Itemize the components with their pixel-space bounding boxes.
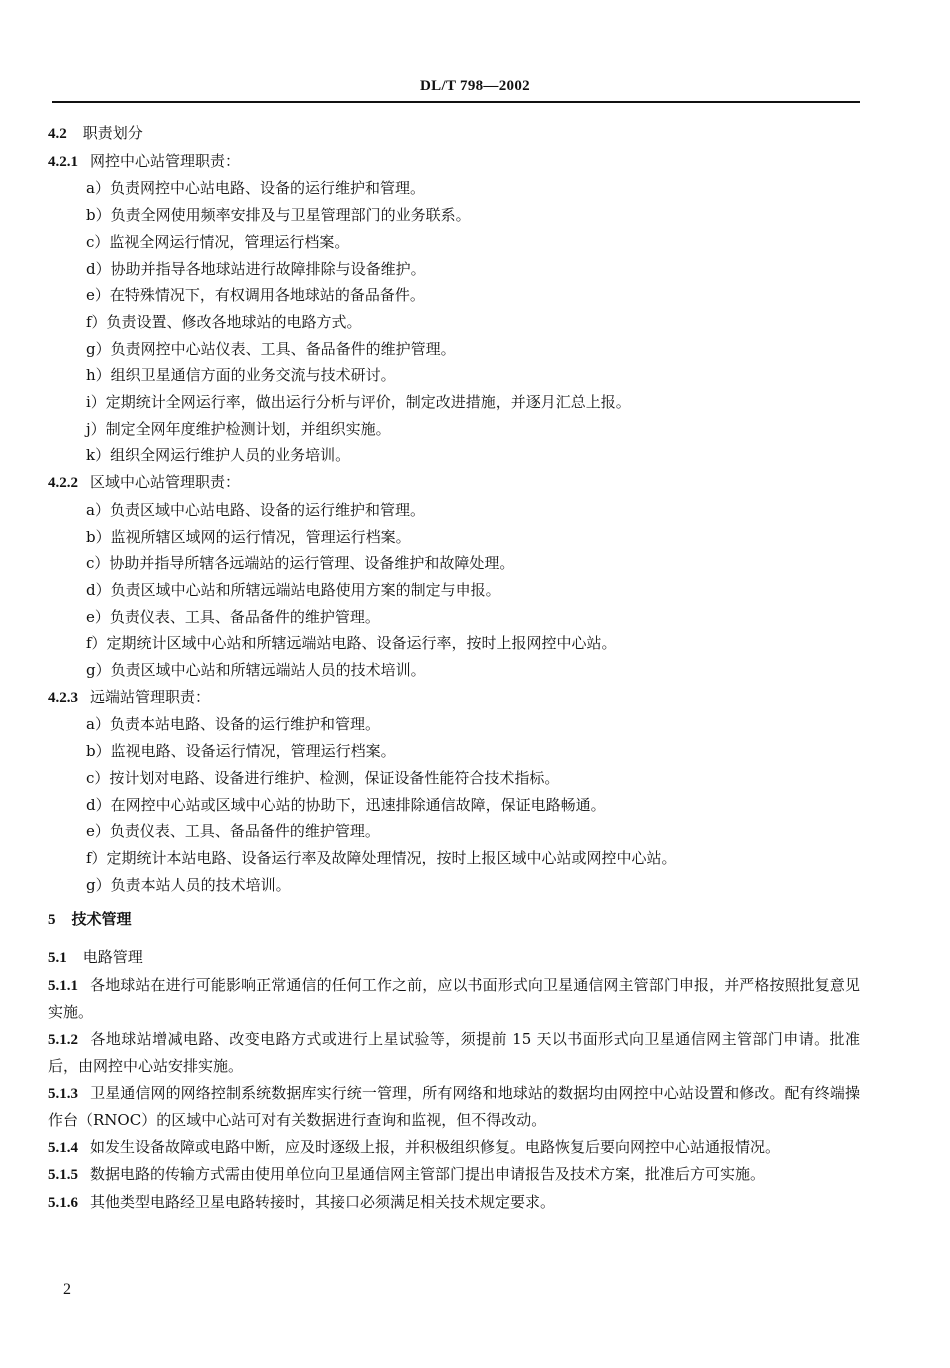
list-item: b）监视所辖区域网的运行情况，管理运行档案。 — [86, 527, 411, 546]
list-item: b）负责全网使用频率安排及与卫星管理部门的业务联系。 — [86, 206, 471, 225]
section-4-2-2-heading — [48, 469, 860, 497]
section-4-2-heading — [48, 120, 860, 148]
list-item: e）负责仪表、工具、备品备件的维护管理。 — [86, 822, 380, 841]
section-4-2-1-heading — [48, 148, 860, 176]
list-item: e）在特殊情况下，有权调用各地球站的备品备件。 — [86, 286, 425, 305]
clause-paragraph — [48, 1189, 860, 1217]
section-title: 电路管理 — [82, 948, 143, 967]
page-number: 2 — [63, 1281, 71, 1298]
clause-text: 如发生设备故障或电路中断，应及时逐级上报，并积极组织修复。电路恢复后要向网控中心站通报情况。 — [90, 1137, 781, 1156]
list-item: a）负责本站电路、设备的运行维护和管理。 — [86, 715, 380, 734]
header-rule — [52, 101, 860, 103]
list-item: f）负责设置、修改各地球站的电路方式。 — [86, 312, 362, 331]
clause-paragraph — [48, 1134, 860, 1162]
clause-number: 5.1.4 — [48, 1139, 78, 1156]
section-title: 职责划分 — [82, 124, 143, 142]
clause-number: 5.1.5 — [48, 1167, 78, 1184]
list-4-2-3 — [48, 711, 860, 898]
section-title: 远端站管理职责： — [90, 687, 211, 706]
list-item: c）协助并指导所辖各远端站的运行管理、设备维护和故障处理。 — [86, 554, 515, 573]
list-item: g）负责区域中心站和所辖远端站人员的技术培训。 — [86, 661, 426, 680]
clause-text: 各地球站在进行可能影响正常通信的任何工作之前，应以书面形式向卫星通信网主管部门申报，并严格按照批复意见实施。 — [48, 975, 860, 1022]
list-item: g）负责本站人员的技术培训。 — [86, 875, 291, 894]
clause-text: 数据电路的传输方式需由使用单位向卫星通信网主管部门提出申请报告及技术方案，批准后方可实施。 — [90, 1165, 766, 1184]
clause-number: 5.1.2 — [48, 1031, 78, 1048]
section-title: 区域中心站管理职责： — [90, 473, 241, 492]
clause-number: 5.1.3 — [48, 1085, 78, 1102]
list-item: d）在网控中心站或区域中心站的协助下，迅速排除通信故障，保证电路畅通。 — [86, 795, 606, 814]
list-item: f）定期统计区域中心站和所辖远端站电路、设备运行率，按时上报网控中心站。 — [86, 634, 617, 653]
section-number: 5.1 — [48, 950, 67, 967]
section-5-1-heading — [48, 944, 860, 972]
section-number: 4.2 — [48, 126, 67, 142]
document-body — [48, 120, 860, 1216]
list-item: c）按计划对电路、设备进行维护、检测，保证设备性能符合技术指标。 — [86, 768, 560, 787]
clause-text: 卫星通信网的网络控制系统数据库实行统一管理，所有网络和地球站的数据均由网控中心站设置和修改。配有终端操作台（RNOC）的区域中心站可对有关数据进行查询和监视，但不得改动。 — [48, 1083, 860, 1130]
standard-code-header: DL/T 798—2002 — [420, 78, 530, 94]
section-number: 4.2.3 — [48, 689, 78, 706]
list-item: e）负责仪表、工具、备品备件的维护管理。 — [86, 607, 380, 626]
list-item: h）组织卫星通信方面的业务交流与技术研讨。 — [86, 366, 396, 385]
list-item: b）监视电路、设备运行情况，管理运行档案。 — [86, 742, 396, 761]
section-number: 5 — [48, 912, 56, 929]
list-4-2-2 — [48, 497, 860, 684]
section-4-2-3-heading — [48, 684, 860, 712]
clause-paragraph — [48, 1080, 860, 1134]
clause-text: 其他类型电路经卫星电路转接时，其接口必须满足相关技术规定要求。 — [90, 1192, 556, 1211]
list-item: d）协助并指导各地球站进行故障排除与设备维护。 — [86, 259, 426, 278]
list-4-2-1 — [48, 175, 860, 469]
clause-paragraph — [48, 1161, 860, 1189]
list-item: f）定期统计本站电路、设备运行率及故障处理情况，按时上报区域中心站或网控中心站。 — [86, 848, 677, 867]
section-title: 网控中心站管理职责： — [90, 151, 241, 170]
clause-paragraph — [48, 1026, 860, 1080]
list-item: g）负责网控中心站仪表、工具、备品备件的维护管理。 — [86, 339, 456, 358]
list-item: d）负责区域中心站和所辖远端站电路使用方案的制定与申报。 — [86, 580, 501, 599]
clause-paragraph — [48, 972, 860, 1026]
list-item: a）负责网控中心站电路、设备的运行维护和管理。 — [86, 179, 425, 198]
section-number: 4.2.2 — [48, 475, 78, 492]
clause-number: 5.1.6 — [48, 1194, 78, 1211]
list-item: k）组织全网运行维护人员的业务培训。 — [86, 446, 351, 465]
clause-text: 各地球站增减电路、改变电路方式或进行上星试验等，须提前 15 天以书面形式向卫星通信网主管部门申请。批准后，由网控中心站安排实施。 — [48, 1029, 860, 1076]
clause-number: 5.1.1 — [48, 977, 78, 994]
section-title: 技术管理 — [71, 910, 132, 929]
section-number: 4.2.1 — [48, 153, 78, 170]
list-item: c）监视全网运行情况，管理运行档案。 — [86, 232, 350, 251]
list-item: j）制定全网年度维护检测计划，并组织实施。 — [86, 419, 391, 438]
list-item: i）定期统计全网运行率，做出运行分析与评价，制定改进措施，并逐月汇总上报。 — [86, 393, 631, 412]
paragraphs-5-1 — [48, 972, 860, 1217]
list-item: a）负责区域中心站电路、设备的运行维护和管理。 — [86, 500, 425, 519]
section-5-heading — [48, 906, 860, 934]
